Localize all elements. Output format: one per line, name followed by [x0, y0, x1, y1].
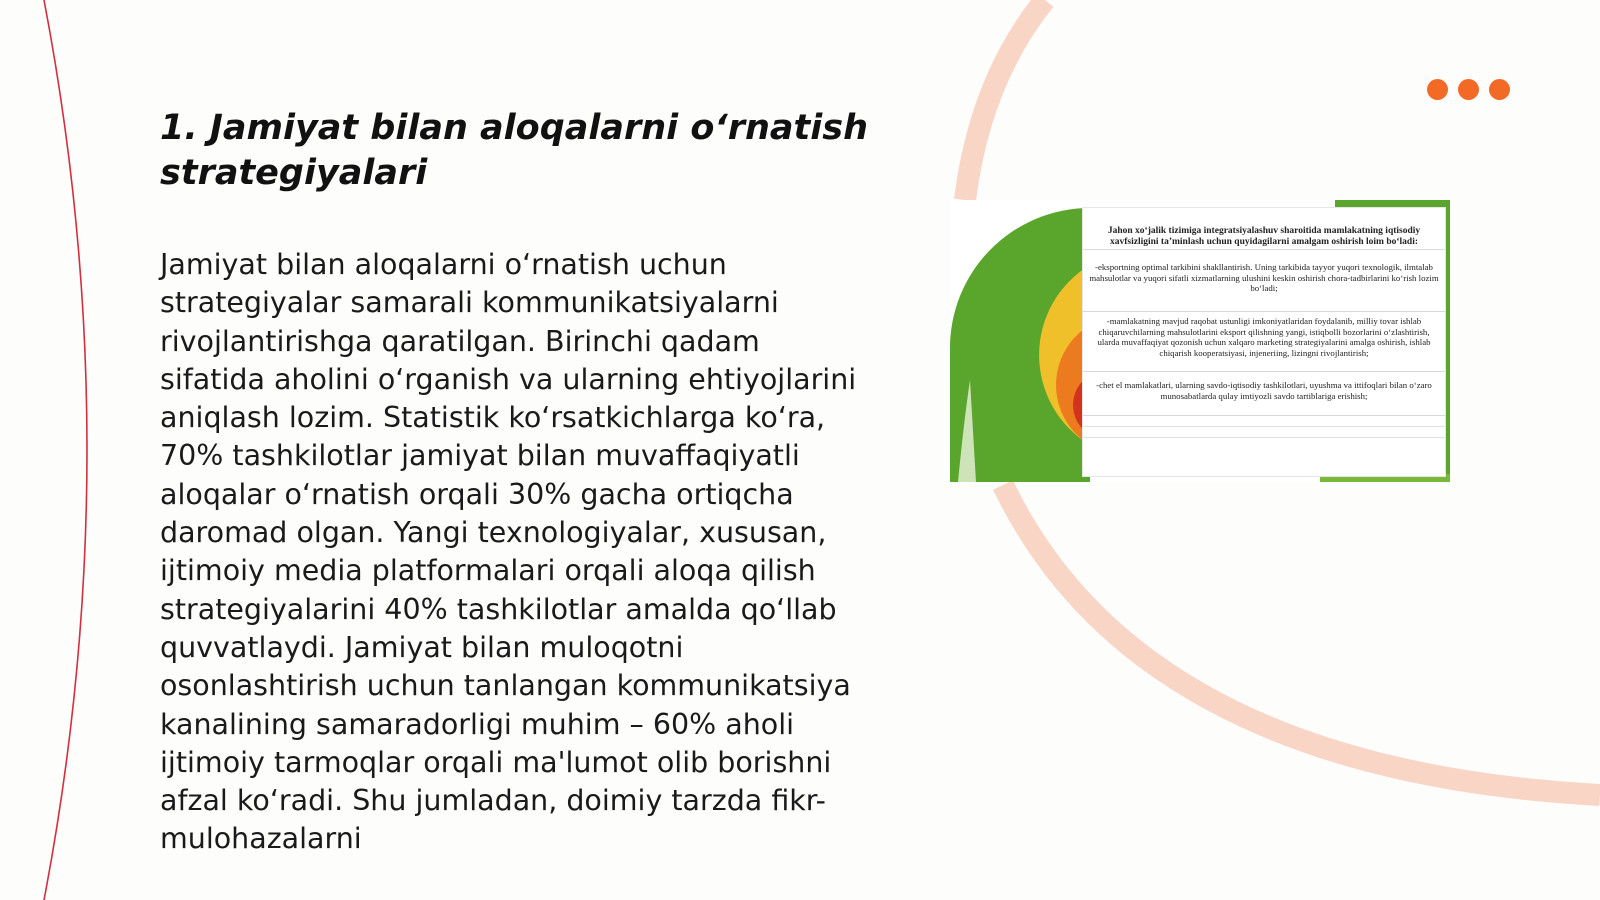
figure-empty-row	[1083, 427, 1445, 438]
figure-heading: Jahon xo‘jalik tizimiga integratsiyalashuv sharoitida mamlakatning iqtisodiy xavfsizligini ta’minlash uchun quyidagilarni amalgam oshirish loim bo‘ladi:	[1083, 208, 1445, 250]
dot-icon	[1458, 79, 1479, 100]
slide-figure	[950, 200, 1450, 482]
dot-icon	[1489, 79, 1510, 100]
slide-body-text: Jamiyat bilan aloqalarni o‘rnatish uchun strategiyalar samarali kommunikatsiyalarni rivojlantirishga qaratilgan. Birinchi qadam sifatida aholini o‘rganish va ularning ehtiyojlarini aniqlash lozim. Statistik ko‘rsatkichlarga ko‘ra, 70% tashkilotlar jamiyat bilan muvaffaqiyatli aloqalar o‘rnatish orqali 30% gacha ortiqcha daromad olgan. Yangi texnologiyalar, xususan, ijtimoiy media platformalari orqali aloqa qilish strategiyalarini 40% tashkilotlar amalda qo‘llab quvvatlaydi. Jamiyat bilan muloqotni osonlashtirish uchun tanlangan kommunikatsiya kanalining samaradorligi muhim – 60% aholi ijtimoiy tarmoqlar orqali ma'lumot olib borishni afzal ko‘radi. Shu jumladan, doimiy tarzda fikr-mulohazalarni	[160, 248, 857, 856]
decorative-arc-top	[965, 0, 1045, 200]
figure-item: -mamlakatning mavjud raqobat ustunligi imkoniyatlaridan foydalanib, milliy tovar ishlab chiqaruvchilarning mahsulotlarini eksport qilishning yangi, istiqbolli bozorlarini o‘zlashtirish, ularda muvaffaqiyat qozonish uchun xalqaro marketing strategiyalarini amalga oshirish, ishlab chiqarish kooperatsiyasi, injeneriing, lizingni rivojlantirish;	[1083, 312, 1445, 372]
more-options-menu[interactable]	[1427, 79, 1510, 100]
slide-title: 1. Jamiyat bilan aloqalarni o‘rnatish strategiyalari	[160, 108, 868, 193]
figure-item: -chet el mamlakatlari, ularning savdo-iqtisodiy tashkilotlari, uyushma va ittifoqlari bilan o‘zaro munosabatlarda qulay imtiyozli savdo tartiblariga erishish;	[1083, 372, 1445, 416]
figure-text-panel	[1083, 208, 1445, 476]
three-dots-icon	[1427, 79, 1448, 100]
figure-item: -eksportning optimal tarkibini shakllantirish. Uning tarkibida tayyor yuqori texnologik, ilmtalab mahsulotlar va yuqori sifatli xizmatlarning ulushini keskin oshirish chora-tadbirlarini ko‘rish lozim bo‘ladi;	[1083, 250, 1445, 312]
left-accent-curve	[44, 0, 87, 900]
figure-empty-row	[1083, 416, 1445, 427]
decorative-arc-bottom	[1003, 485, 1600, 795]
